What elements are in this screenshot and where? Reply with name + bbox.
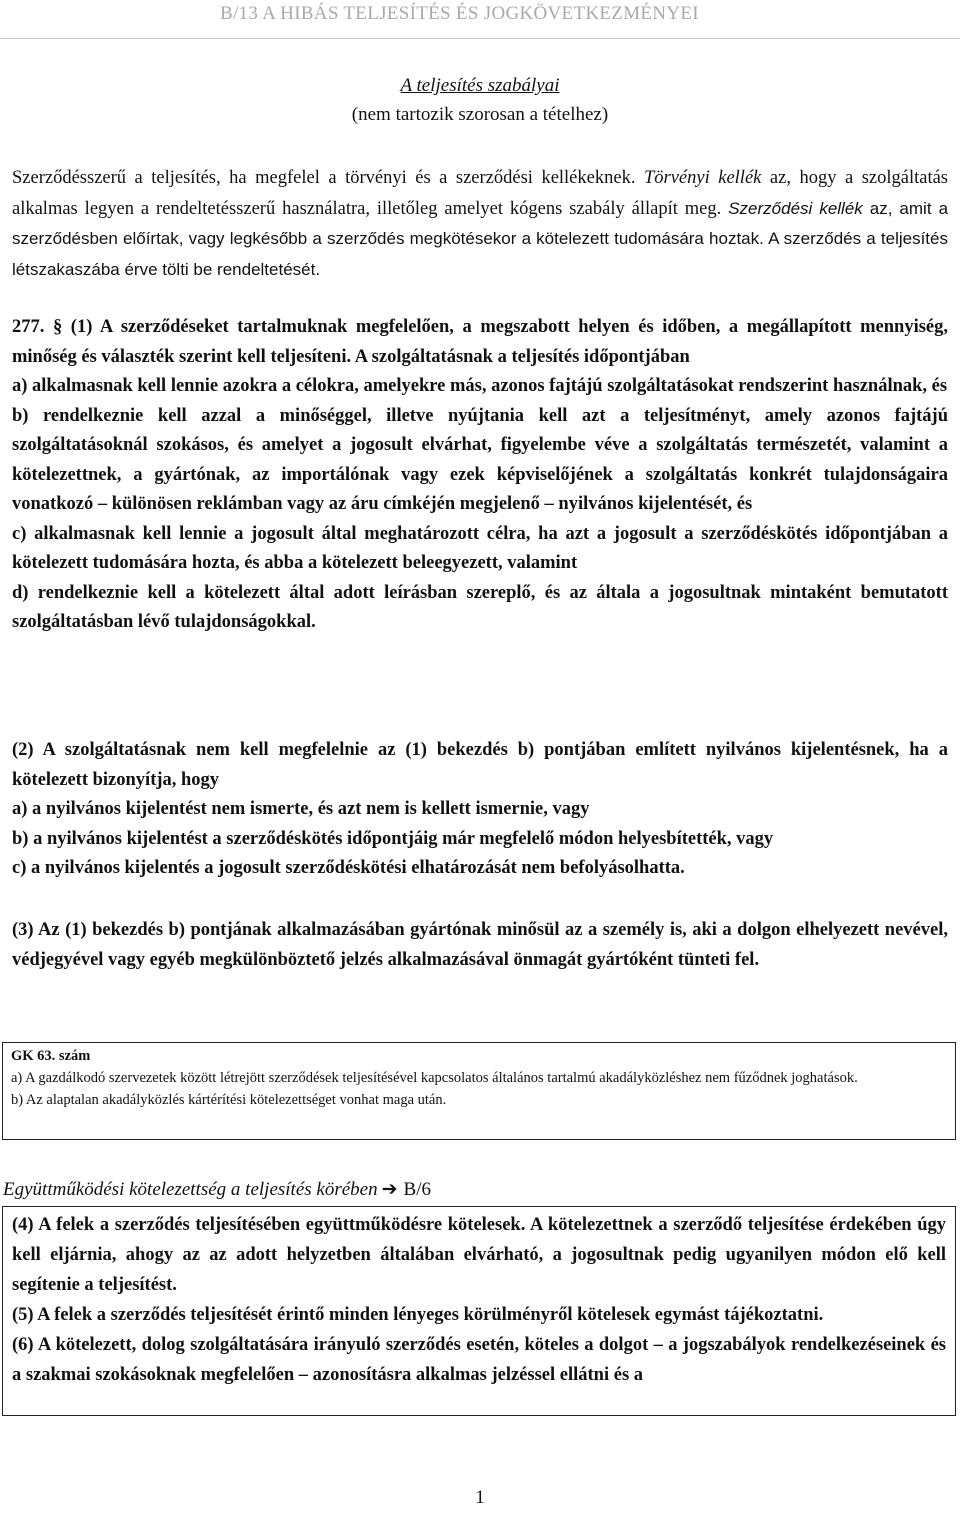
gk-point-a: a) A gazdálkodó szervezetek között létrejött szerződések teljesítésével kapcsolatos általános tartalmú akadályközléshez nem fűződnek joghatások. — [11, 1070, 858, 1086]
cooperation-box — [2, 1206, 956, 1416]
section-symbol: § — [52, 317, 63, 337]
gk-title: GK 63. szám — [11, 1048, 91, 1064]
section-277 — [12, 313, 948, 638]
paragraph-2-c: c) a nyilvános kijelentés a jogosult szerződéskötési elhatározását nem befolyásolhatta. — [12, 858, 685, 878]
cross-reference: B/6 — [403, 1179, 431, 1200]
running-title: B/13 A HIBÁS TELJESÍTÉS ÉS JOGKÖVETKEZMÉNYEI — [220, 3, 699, 24]
intro-sentence-2: az, hogy a szolgáltatás alkalmas legyen a rendeltetésszerű használatra, illetőleg amelyet kógens szabály állapít meg. — [12, 168, 948, 219]
section-number: 277. — [12, 317, 45, 337]
paragraph-2 — [12, 736, 948, 884]
intro-sentence-1: Szerződésszerű a teljesítés, ha megfelel a törvényi és a szerződési kellékeknek. — [12, 168, 636, 188]
paragraph-6: (6) A kötelezett, dolog szolgáltatására irányuló szerződés esetén, köteles a dolgot – a jogszabályok rendelkezéseinek és a szakmai szokásoknak megfelelően – azonosításra alkalmas jelzéssel ellátni és a — [12, 1335, 946, 1385]
paragraph-5: (5) A felek a szerződés teljesítését érintő minden lényeges körülményről kötelesek egymást tájékoztatni. — [12, 1305, 824, 1325]
point-a: a) alkalmasnak kell lennie azokra a célokra, amelyekre más, azonos fajtájú szolgáltatásokat rendszerint használnak, és — [12, 376, 948, 396]
intro-sentence-3: az, amit a szerződésben előírtak, vagy legkésőbb a szerződés megkötésekor a kötelezett tudomására hoztak. A szerződés a teljesítés létszakaszába érve tölti be rendeltetését. — [12, 198, 949, 279]
point-c: c) alkalmasnak kell lennie a jogosult által meghatározott célra, ha azt a jogosult a szerződéskötés időpontjában a kötelezett tudomására hozta, és abba a kötelezett beleegyezett, valamint — [12, 523, 948, 573]
cooperation-title: Együttműködési kötelezettség a teljesítés körében — [3, 1179, 378, 1200]
paragraph-1-lead: A szolgáltatásnak a teljesítés időpontjában — [354, 346, 690, 367]
paragraph-2-b: b) a nyilvános kijelentést a szerződéskötés időpontjáig már megfelelő módon helyesbítették, vagy — [12, 828, 774, 849]
running-header — [0, 0, 960, 39]
intro-paragraph — [12, 164, 948, 285]
arrow-right-icon: ➔ — [381, 1179, 398, 1200]
paragraph-1: (1) A szerződéseket tartalmuknak megfelelően, a megszabott helyen és időben, a megállapított mennyiség, minőség és választék szerint kell teljesíteni. — [12, 317, 949, 367]
point-b: b) rendelkeznie kell azzal a minőséggel, illetve nyújtania kell azt a teljesítményt, amely azonos fajtájú szolgáltatásoknál szokásos, és amelyet a jogosult elvárhat, figyelembe véve a szolgáltatás természetét, valamint a kötelezettnek, a gyártónak, az importálónak vagy ezek képviselőjének a szolgáltatás konkrét tulajdonságaira vonatkozó – különösen reklámban vagy az áru címkéjén megjelenő – nyilvános kijelentését, és — [12, 405, 948, 514]
section-subtitle: (nem tartozik szorosan a tételhez) — [351, 104, 609, 125]
term-contractual: Szerződési kellék — [728, 198, 863, 218]
paragraph-4: (4) A felek a szerződés teljesítésében együttműködésre kötelesek. A kötelezettnek a szerződő teljesítése érdekében úgy kell eljárnia, ahogy az az adott helyzetben általában elvárható, a jogosultnak pedig ugyanilyen módon elő kell segítenie a teljesítést. — [12, 1215, 946, 1295]
gk-opinion-box — [2, 1042, 956, 1140]
paragraph-2-a: a) a nyilvános kijelentést nem ismerte, és azt nem is kellett ismernie, vagy — [12, 799, 590, 819]
section-title: A teljesítés szabályai — [400, 75, 560, 96]
paragraph-3 — [12, 916, 948, 975]
point-d: d) rendelkeznie kell a kötelezett által adott leírásban szereplő, és az általa a jogosultnak mintaként bemutatott szolgáltatásban lévő tulajdonságokkal. — [12, 582, 948, 632]
page-number: 1 — [475, 1487, 485, 1508]
paragraph-3-text: (3) Az (1) bekezdés b) pontjának alkalmazásában gyártónak minősül az a személy is, aki a dolgon elhelyezett nevével, védjegyével vagy egyéb megkülönböztető jelzés alkalmazásával önmagát gyártóként tünteti fel. — [12, 920, 948, 970]
gk-point-b: b) Az alaptalan akadályközlés kártérítési kötelezettséget vonhat maga után. — [11, 1092, 447, 1108]
term-statutory: Törvényi kellék — [643, 168, 762, 188]
paragraph-2-lead: (2) A szolgáltatásnak nem kell megfelelnie az (1) bekezdés b) pontjában említett nyilvános kijelentésnek, ha a kötelezett bizonyítja, hogy — [12, 740, 948, 790]
cooperation-heading — [3, 1178, 431, 1201]
